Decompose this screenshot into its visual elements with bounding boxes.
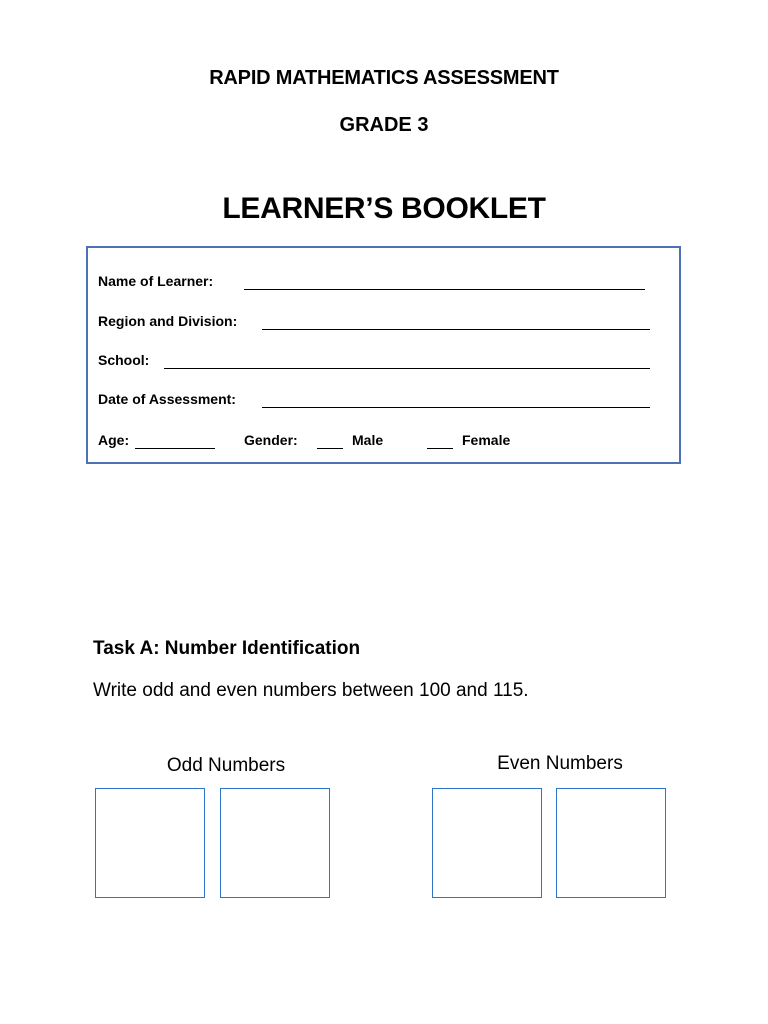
school-row: [98, 352, 149, 368]
date-of-assessment-row: [98, 391, 236, 407]
age-label: Age:: [98, 432, 130, 448]
school-label: School:: [98, 352, 150, 368]
task-instruction: Write odd and even numbers between 100 and 115.: [93, 680, 529, 701]
age-blank[interactable]: [135, 448, 215, 449]
male-label-wrap: [352, 432, 383, 448]
gender-label-wrap: [244, 432, 298, 448]
name-of-learner-row: [98, 273, 213, 289]
region-division-label: Region and Division:: [98, 313, 238, 329]
female-label: Female: [462, 432, 511, 448]
booklet-title: LEARNER’S BOOKLET: [222, 192, 546, 225]
even-numbers-label: Even Numbers: [497, 753, 623, 774]
female-blank[interactable]: [427, 448, 453, 449]
learner-info-box: [86, 246, 681, 464]
name-of-learner-blank[interactable]: [244, 289, 645, 290]
female-label-wrap: [462, 432, 510, 448]
region-division-blank[interactable]: [262, 329, 650, 330]
odd-answer-box-1[interactable]: [95, 788, 205, 898]
assessment-title: RAPID MATHEMATICS ASSESSMENT: [209, 67, 559, 89]
school-blank[interactable]: [164, 368, 650, 369]
task-heading: Task A: Number Identification: [93, 638, 361, 659]
even-answer-box-1[interactable]: [432, 788, 542, 898]
male-blank[interactable]: [317, 448, 343, 449]
name-of-learner-label: Name of Learner:: [98, 273, 214, 289]
grade-title: GRADE 3: [339, 114, 429, 136]
gender-label: Gender:: [244, 432, 298, 448]
odd-numbers-label: Odd Numbers: [166, 755, 286, 776]
odd-answer-box-2[interactable]: [220, 788, 330, 898]
even-answer-box-2[interactable]: [556, 788, 666, 898]
date-of-assessment-label: Date of Assessment:: [98, 391, 236, 407]
age-label-wrap: [98, 432, 129, 448]
male-label: Male: [352, 432, 384, 448]
date-of-assessment-blank[interactable]: [262, 407, 650, 408]
region-division-row: [98, 313, 237, 329]
